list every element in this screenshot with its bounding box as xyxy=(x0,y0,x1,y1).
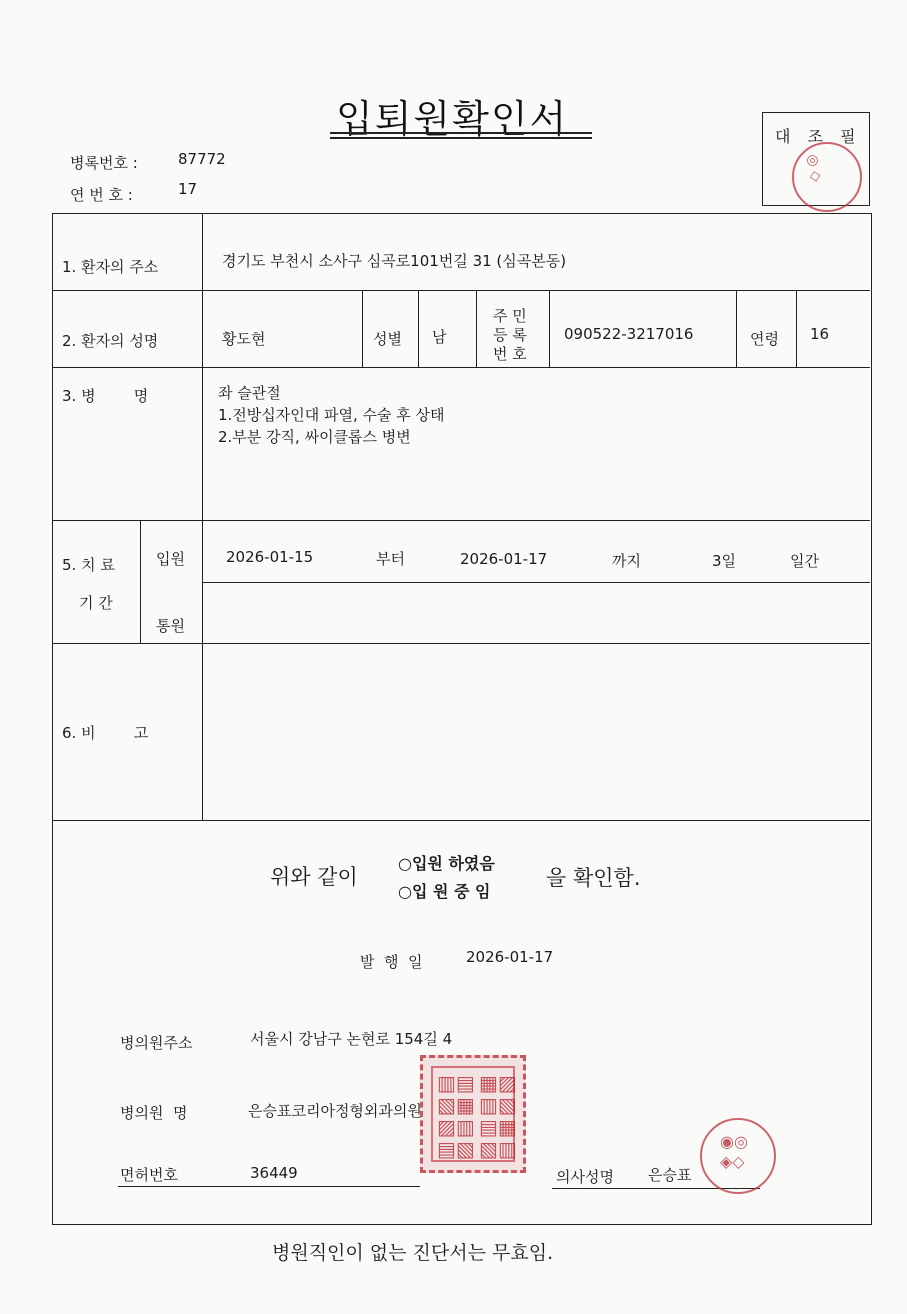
treatment-label-2: 기 간 xyxy=(79,594,113,612)
issue-date-label: 발 행 일 xyxy=(360,953,423,971)
diagnosis-line: 2.부분 강직, 싸이클롭스 병변 xyxy=(218,428,411,446)
row-divider xyxy=(202,582,870,583)
col-divider xyxy=(418,290,419,367)
col-divider xyxy=(140,520,141,643)
patient-age: 16 xyxy=(810,325,830,343)
hospital-address-label: 병의원주소 xyxy=(120,1034,193,1052)
row-divider xyxy=(52,290,870,291)
footer-notice: 병원직인이 없는 진단서는 무효임. xyxy=(272,1242,554,1264)
license-number: 36449 xyxy=(250,1164,298,1182)
diagnosis-line: 1.전방십자인대 파열, 수술 후 상태 xyxy=(218,406,445,424)
seal-mark: ▥▤ ▧▦ ▨▥ ▤▧ xyxy=(437,1071,475,1161)
confirm-prefix: 위와 같이 xyxy=(270,865,358,889)
row-divider xyxy=(52,520,870,521)
col-divider xyxy=(549,290,550,367)
verification-seal xyxy=(792,142,862,212)
serial-no: 17 xyxy=(178,180,198,198)
confirm-suffix: 을 확인함. xyxy=(546,866,641,890)
remarks-label: 6. 비 고 xyxy=(62,724,149,742)
col-divider xyxy=(476,290,477,367)
start-date: 2026-01-15 xyxy=(226,548,314,566)
doctor-label: 의사성명 xyxy=(556,1168,614,1186)
col-divider xyxy=(736,290,737,367)
hospital-address: 서울시 강남구 논현로 154길 4 xyxy=(250,1030,453,1048)
seal-mark: ◎ ◇ xyxy=(804,151,823,185)
hospital-name-label: 병의원 명 xyxy=(120,1104,188,1122)
row-divider xyxy=(52,643,870,644)
doctor-name: 은승표 xyxy=(648,1166,692,1184)
rrn-label-line: 등 록 xyxy=(493,326,527,344)
row-divider xyxy=(52,367,870,368)
patient-address: 경기도 부천시 소사구 심곡로101번길 31 (심곡본동) xyxy=(222,252,567,270)
treatment-label: 5. 치 료 xyxy=(62,556,115,574)
outpatient-label: 통원 xyxy=(156,617,185,635)
confirm-option-admitted: ○입원 하였음 xyxy=(398,854,495,873)
issue-date: 2026-01-17 xyxy=(466,948,554,966)
name-label: 2. 환자의 성명 xyxy=(62,332,159,350)
record-no-label: 병록번호 : xyxy=(70,154,138,172)
col-divider xyxy=(362,290,363,367)
end-date: 2026-01-17 xyxy=(460,550,548,568)
rrn-label-line: 주 민 xyxy=(493,307,527,325)
patient-sex: 남 xyxy=(432,328,447,346)
diagnosis-label: 3. 병 명 xyxy=(62,387,149,405)
patient-name: 황도현 xyxy=(222,330,266,348)
duration-label: 일간 xyxy=(790,552,819,570)
age-label: 연령 xyxy=(750,330,779,348)
col-divider xyxy=(796,290,797,367)
document-title: 입퇴원확인서 xyxy=(336,97,569,141)
license-underline xyxy=(118,1186,420,1187)
rrn-label xyxy=(493,307,527,364)
sex-label: 성별 xyxy=(373,330,402,348)
title-underline-2 xyxy=(330,137,592,139)
row-divider xyxy=(52,820,870,821)
patient-rrn: 090522-3217016 xyxy=(564,325,694,343)
diagnosis xyxy=(218,382,445,448)
seal-mark: ◉◎ ◈◇ xyxy=(720,1132,748,1171)
confirm-option-hospitalized: ○입 원 중 임 xyxy=(398,882,491,901)
serial-no-label: 연 번 호 : xyxy=(70,186,133,204)
address-label: 1. 환자의 주소 xyxy=(62,258,159,276)
record-no: 87772 xyxy=(178,150,226,168)
until-label: 까지 xyxy=(612,552,641,570)
treatment-days: 3일 xyxy=(712,552,737,570)
col-divider xyxy=(202,213,203,820)
verification-label: 대 조 필 xyxy=(775,127,862,146)
title-underline xyxy=(330,132,592,134)
seal-mark: ▦▨ ▥▧ ▤▦ ▧▥ xyxy=(479,1071,517,1161)
diagnosis-line: 좌 슬관절 xyxy=(218,384,281,402)
hospital-seal xyxy=(420,1055,526,1173)
license-label: 면허번호 xyxy=(120,1166,178,1184)
inpatient-label: 입원 xyxy=(156,550,185,568)
hospital-name: 은승표코리아정형외과의원 xyxy=(248,1102,422,1120)
from-label: 부터 xyxy=(376,550,405,568)
rrn-label-line: 번 호 xyxy=(493,345,527,363)
doctor-seal xyxy=(700,1118,776,1194)
